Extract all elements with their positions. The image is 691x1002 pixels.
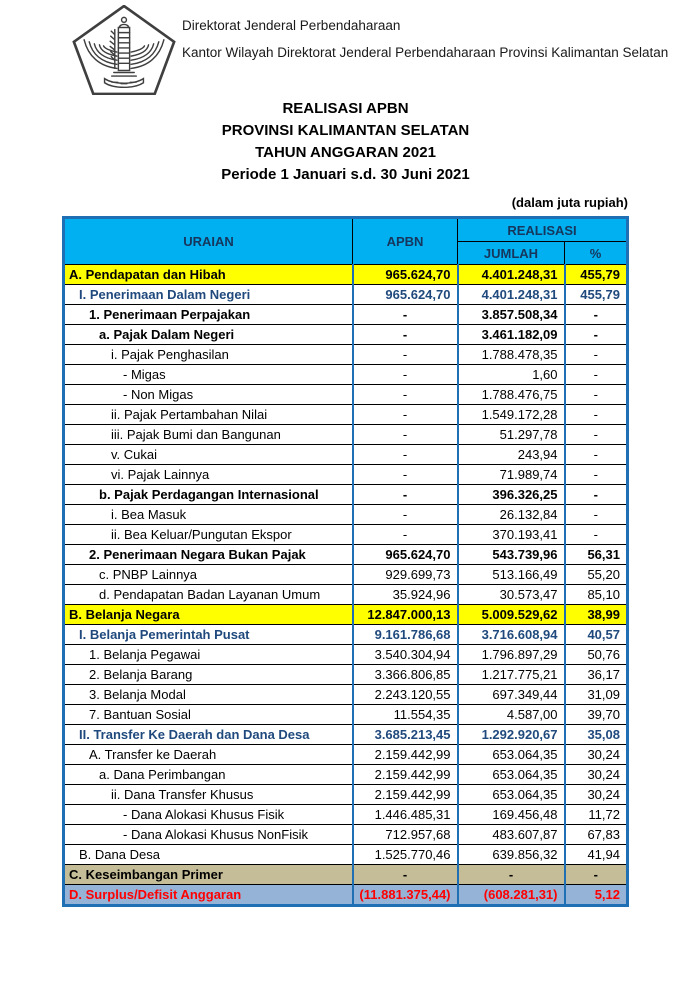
row-label: II. Transfer Ke Daerah dan Dana Desa xyxy=(64,725,353,745)
apbn-value: 35.924,96 xyxy=(353,585,458,605)
row-label: d. Pendapatan Badan Layanan Umum xyxy=(64,585,353,605)
table-row xyxy=(64,825,628,845)
table-row xyxy=(64,285,628,305)
table-row xyxy=(64,705,628,725)
percent-value: 455,79 xyxy=(565,265,628,285)
percent-value: 31,09 xyxy=(565,685,628,705)
jumlah-value: 3.716.608,94 xyxy=(458,625,565,645)
jumlah-value: 71.989,74 xyxy=(458,465,565,485)
apbn-value: - xyxy=(353,525,458,545)
report-subtitle-year: TAHUN ANGGARAN 2021 xyxy=(255,144,436,161)
apbn-value: - xyxy=(353,865,458,885)
percent-value: 67,83 xyxy=(565,825,628,845)
table-row xyxy=(64,665,628,685)
unit-note: (dalam juta rupiah) xyxy=(511,195,628,210)
row-label: 3. Belanja Modal xyxy=(64,685,353,705)
percent-value: - xyxy=(565,305,628,325)
table-row xyxy=(64,525,628,545)
table-row xyxy=(64,845,628,865)
table-row xyxy=(64,565,628,585)
apbn-value: 3.685.213,45 xyxy=(353,725,458,745)
row-label: c. PNBP Lainnya xyxy=(64,565,353,585)
apbn-value: 2.159.442,99 xyxy=(353,745,458,765)
apbn-value: - xyxy=(353,405,458,425)
row-label: 2. Penerimaan Negara Bukan Pajak xyxy=(64,545,353,565)
jumlah-value: 3.857.508,34 xyxy=(458,305,565,325)
row-label: ii. Dana Transfer Khusus xyxy=(64,785,353,805)
percent-value: 11,72 xyxy=(565,805,628,825)
jumlah-value: 4.401.248,31 xyxy=(458,265,565,285)
percent-value: - xyxy=(565,425,628,445)
org-name-line1: Direktorat Jenderal Perbendaharaan xyxy=(182,18,401,33)
table-row xyxy=(64,345,628,365)
jumlah-value: 1,60 xyxy=(458,365,565,385)
percent-value: 85,10 xyxy=(565,585,628,605)
percent-value: 38,99 xyxy=(565,605,628,625)
row-label: 2. Belanja Barang xyxy=(64,665,353,685)
percent-value: 455,79 xyxy=(565,285,628,305)
jumlah-value: 1.788.476,75 xyxy=(458,385,565,405)
row-label: - Dana Alokasi Khusus NonFisik xyxy=(64,825,353,845)
column-header-jumlah: JUMLAH xyxy=(458,242,565,265)
row-label: ii. Pajak Pertambahan Nilai xyxy=(64,405,353,425)
jumlah-value: - xyxy=(458,865,565,885)
percent-value: - xyxy=(565,485,628,505)
table-row xyxy=(64,745,628,765)
apbn-value: - xyxy=(353,505,458,525)
column-header-realisasi: REALISASI xyxy=(458,218,628,242)
row-label: - Migas xyxy=(64,365,353,385)
row-label: i. Pajak Penghasilan xyxy=(64,345,353,365)
org-name-line2: Kantor Wilayah Direktorat Jenderal Perbendaharaan Provinsi Kalimantan Selatan xyxy=(182,45,669,60)
percent-value: - xyxy=(565,445,628,465)
table-row xyxy=(64,585,628,605)
row-label: A. Transfer ke Daerah xyxy=(64,745,353,765)
table-row xyxy=(64,645,628,665)
table-row xyxy=(64,445,628,465)
percent-value: 5,12 xyxy=(565,885,628,906)
percent-value: 30,24 xyxy=(565,785,628,805)
apbn-realization-table xyxy=(62,216,629,907)
apbn-value: 1.525.770,46 xyxy=(353,845,458,865)
percent-value: 36,17 xyxy=(565,665,628,685)
table-body xyxy=(64,265,628,906)
row-label: 7. Bantuan Sosial xyxy=(64,705,353,725)
jumlah-value: (608.281,31) xyxy=(458,885,565,906)
table-row xyxy=(64,765,628,785)
apbn-value: - xyxy=(353,385,458,405)
table-row xyxy=(64,605,628,625)
row-label: a. Dana Perimbangan xyxy=(64,765,353,785)
row-label: b. Pajak Perdagangan Internasional xyxy=(64,485,353,505)
row-label: A. Pendapatan dan Hibah xyxy=(64,265,353,285)
percent-value: - xyxy=(565,365,628,385)
jumlah-value: 483.607,87 xyxy=(458,825,565,845)
jumlah-value: 1.796.897,29 xyxy=(458,645,565,665)
percent-value: - xyxy=(565,525,628,545)
apbn-value: 965.624,70 xyxy=(353,545,458,565)
jumlah-value: 697.349,44 xyxy=(458,685,565,705)
row-label: v. Cukai xyxy=(64,445,353,465)
table-header xyxy=(64,218,628,265)
apbn-value: - xyxy=(353,345,458,365)
row-label: C. Keseimbangan Primer xyxy=(64,865,353,885)
jumlah-value: 513.166,49 xyxy=(458,565,565,585)
apbn-value: - xyxy=(353,425,458,445)
table-row xyxy=(64,785,628,805)
report-subtitle-period: Periode 1 Januari s.d. 30 Juni 2021 xyxy=(221,166,470,183)
percent-value: 40,57 xyxy=(565,625,628,645)
apbn-value: 1.446.485,31 xyxy=(353,805,458,825)
jumlah-value: 30.573,47 xyxy=(458,585,565,605)
table-row xyxy=(64,685,628,705)
apbn-value: 11.554,35 xyxy=(353,705,458,725)
jumlah-value: 51.297,78 xyxy=(458,425,565,445)
table-row xyxy=(64,485,628,505)
percent-value: 41,94 xyxy=(565,845,628,865)
column-header-uraian: URAIAN xyxy=(64,218,353,265)
percent-value: 56,31 xyxy=(565,545,628,565)
jumlah-value: 396.326,25 xyxy=(458,485,565,505)
percent-value: - xyxy=(565,405,628,425)
percent-value: - xyxy=(565,465,628,485)
jumlah-value: 1.217.775,21 xyxy=(458,665,565,685)
report-title-block xyxy=(0,98,691,186)
row-label: I. Penerimaan Dalam Negeri xyxy=(64,285,353,305)
percent-value: - xyxy=(565,345,628,365)
percent-value: 55,20 xyxy=(565,565,628,585)
row-label: B. Belanja Negara xyxy=(64,605,353,625)
jumlah-value: 243,94 xyxy=(458,445,565,465)
jumlah-value: 370.193,41 xyxy=(458,525,565,545)
letterhead-text xyxy=(182,18,668,60)
row-label: a. Pajak Dalam Negeri xyxy=(64,325,353,345)
row-label: vi. Pajak Lainnya xyxy=(64,465,353,485)
table-row xyxy=(64,405,628,425)
row-label: B. Dana Desa xyxy=(64,845,353,865)
table-row xyxy=(64,625,628,645)
column-header-percent: % xyxy=(565,242,628,265)
report-subtitle-province: PROVINSI KALIMANTAN SELATAN xyxy=(221,122,470,139)
row-label: ii. Bea Keluar/Pungutan Ekspor xyxy=(64,525,353,545)
jumlah-value: 1.788.478,35 xyxy=(458,345,565,365)
table-row xyxy=(64,425,628,445)
jumlah-value: 1.549.172,28 xyxy=(458,405,565,425)
jumlah-value: 653.064,35 xyxy=(458,745,565,765)
jumlah-value: 169.456,48 xyxy=(458,805,565,825)
apbn-value: - xyxy=(353,325,458,345)
apbn-value: - xyxy=(353,445,458,465)
jumlah-value: 653.064,35 xyxy=(458,765,565,785)
report-title: REALISASI APBN xyxy=(282,100,409,117)
percent-value: 50,76 xyxy=(565,645,628,665)
percent-value: 35,08 xyxy=(565,725,628,745)
table-row xyxy=(64,305,628,325)
apbn-value: 12.847.000,13 xyxy=(353,605,458,625)
jumlah-value: 639.856,32 xyxy=(458,845,565,865)
apbn-value: (11.881.375,44) xyxy=(353,885,458,906)
apbn-value: - xyxy=(353,365,458,385)
table-row xyxy=(64,885,628,906)
percent-value: - xyxy=(565,505,628,525)
table-row xyxy=(64,545,628,565)
row-label: - Non Migas xyxy=(64,385,353,405)
row-label: 1. Belanja Pegawai xyxy=(64,645,353,665)
apbn-value: - xyxy=(353,465,458,485)
jumlah-value: 543.739,96 xyxy=(458,545,565,565)
jumlah-value: 4.587,00 xyxy=(458,705,565,725)
row-label: iii. Pajak Bumi dan Bangunan xyxy=(64,425,353,445)
apbn-value: 3.366.806,85 xyxy=(353,665,458,685)
percent-value: 30,24 xyxy=(565,745,628,765)
table-row xyxy=(64,725,628,745)
row-label: I. Belanja Pemerintah Pusat xyxy=(64,625,353,645)
apbn-value: 965.624,70 xyxy=(353,285,458,305)
table-row xyxy=(64,465,628,485)
jumlah-value: 4.401.248,31 xyxy=(458,285,565,305)
table-row xyxy=(64,865,628,885)
apbn-value: 3.540.304,94 xyxy=(353,645,458,665)
apbn-value: - xyxy=(353,305,458,325)
jumlah-value: 26.132,84 xyxy=(458,505,565,525)
table-row xyxy=(64,265,628,285)
table-row xyxy=(64,505,628,525)
table-row xyxy=(64,325,628,345)
percent-value: - xyxy=(565,385,628,405)
row-label: - Dana Alokasi Khusus Fisik xyxy=(64,805,353,825)
apbn-value: 2.159.442,99 xyxy=(353,765,458,785)
table-row xyxy=(64,365,628,385)
column-header-apbn: APBN xyxy=(353,218,458,265)
table-row xyxy=(64,385,628,405)
jumlah-value: 653.064,35 xyxy=(458,785,565,805)
apbn-value: 929.699,73 xyxy=(353,565,458,585)
kemenkeu-logo-icon xyxy=(72,5,176,95)
row-label: D. Surplus/Defisit Anggaran xyxy=(64,885,353,906)
percent-value: 30,24 xyxy=(565,765,628,785)
jumlah-value: 1.292.920,67 xyxy=(458,725,565,745)
apbn-value: 2.159.442,99 xyxy=(353,785,458,805)
percent-value: - xyxy=(565,865,628,885)
apbn-value: 965.624,70 xyxy=(353,265,458,285)
apbn-value: 712.957,68 xyxy=(353,825,458,845)
row-label: 1. Penerimaan Perpajakan xyxy=(64,305,353,325)
apbn-value: 2.243.120,55 xyxy=(353,685,458,705)
row-label: i. Bea Masuk xyxy=(64,505,353,525)
table-row xyxy=(64,805,628,825)
percent-value: 39,70 xyxy=(565,705,628,725)
percent-value: - xyxy=(565,325,628,345)
jumlah-value: 5.009.529,62 xyxy=(458,605,565,625)
apbn-value: 9.161.786,68 xyxy=(353,625,458,645)
jumlah-value: 3.461.182,09 xyxy=(458,325,565,345)
apbn-value: - xyxy=(353,485,458,505)
